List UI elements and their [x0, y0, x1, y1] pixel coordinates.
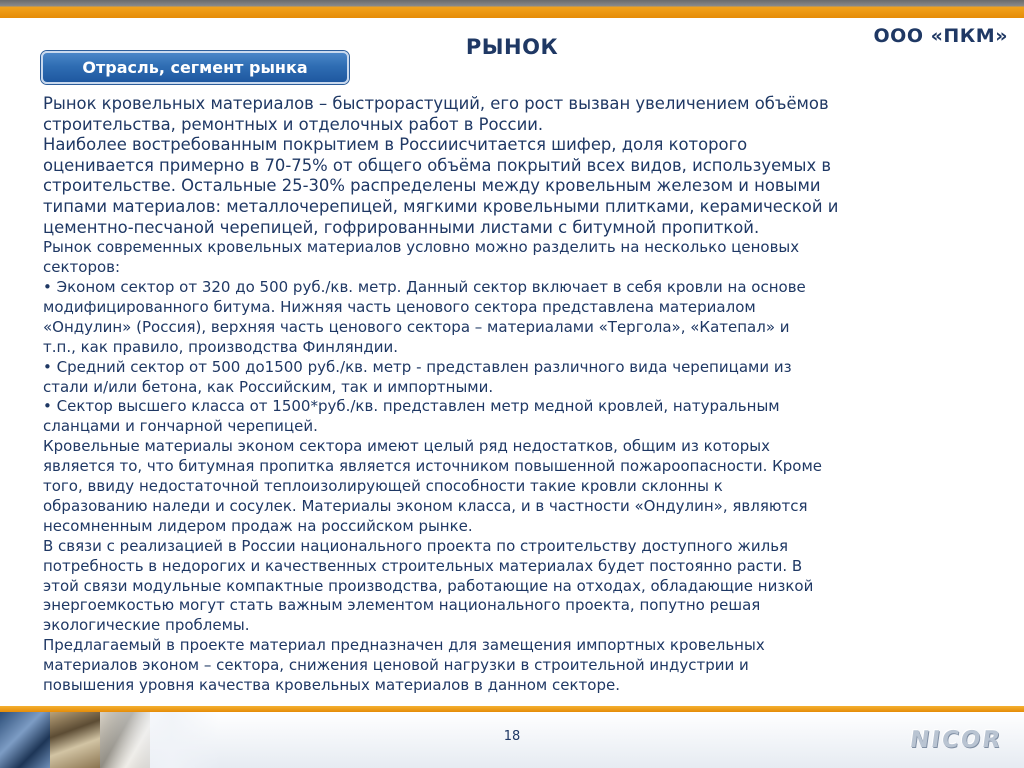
body-text [43, 94, 1001, 696]
top-accent-bar [0, 0, 1024, 18]
paragraph-proposed-material: Предлагаемый в проекте материал предназначен для замещения импортных кровельных материалов эконом – сектора, снижения ценовой нагрузки в строительной индустрии и повышения уровня качества кровельных материалов в данном секторе. [43, 636, 765, 695]
company-name: ООО «ПКМ» [873, 25, 1008, 47]
paragraph-price-sectors: Рынок современных кровельных материалов условно можно разделить на несколько ценовых секторов: [43, 238, 800, 277]
list-item-middle-sector: • Средний сектор от 500 до1500 руб./кв. метр - представлен различного вида черепицами из стали и/или бетона, как Российским, так и импортными. [43, 357, 792, 396]
paragraph-market-growth: Рынок кровельных материалов – быстрорастущий, его рост вызван увеличением объёмов строительства, ремонтных и отделочных работ в России. [43, 94, 829, 134]
paragraph-slate-share: Наиболее востребованным покрытием в Россиисчитается шифер, доля которого оценивается примерно в 70-75% от общего объёма покрытий всех видов, используемых в строительстве. Остальные 25-30% распределены между кровельным железом и новыми типами материалов: металлочерепицей, мягкими кровельными плитками, керамической и цементно-песчаной черепицей, гофрированными листами с битумной пропиткой. [43, 135, 839, 237]
page-number: 18 [503, 729, 521, 744]
list-item-economy-sector: • Эконом сектор от 320 до 500 руб./кв. метр. Данный сектор включает в себя кровли на основе модифицированного битума. Нижняя часть ценового сектора представлена материалом «Ондулин» (Россия), верхняя часть ценового сектора – материалами «Тергола», «Катепал» и т.п., как правило, производства Финляндии. [43, 277, 806, 356]
list-item-premium-sector: • Сектор высшего класса от 1500*руб./кв. представлен метр медной кровлей, натуральным сланцами и гончарной черепицей. [43, 397, 780, 436]
nicor-logo: NICOR [908, 727, 1004, 753]
paragraph-national-project: В связи с реализацией в России национального проекта по строительству доступного жилья потребность в недорогих и качественных строительных материалах будет постоянно расти. В этой связи модульные компактные производства, работающие на отходах, обладающие низкой энергоемкостью могут стать важным элементом национального проекта, попутно решая экологические проблемы. [43, 536, 814, 635]
paragraph-economy-drawbacks: Кровельные материалы эконом сектора имеют целый ряд недостатков, общим из которых является то, что битумная пропитка является источником повышенной пожароопасности. Кроме того, ввиду недостаточной теплоизолирующей способности такие кровли склонны к образованию наледи и сосулек. Материалы эконом класса, и в частности «Ондулин», являются несомненным лидером продаж на российском рынке. [43, 437, 823, 535]
section-badge: Отрасль, сегмент рынка [41, 51, 349, 84]
page-title: РЫНОК [465, 35, 559, 59]
